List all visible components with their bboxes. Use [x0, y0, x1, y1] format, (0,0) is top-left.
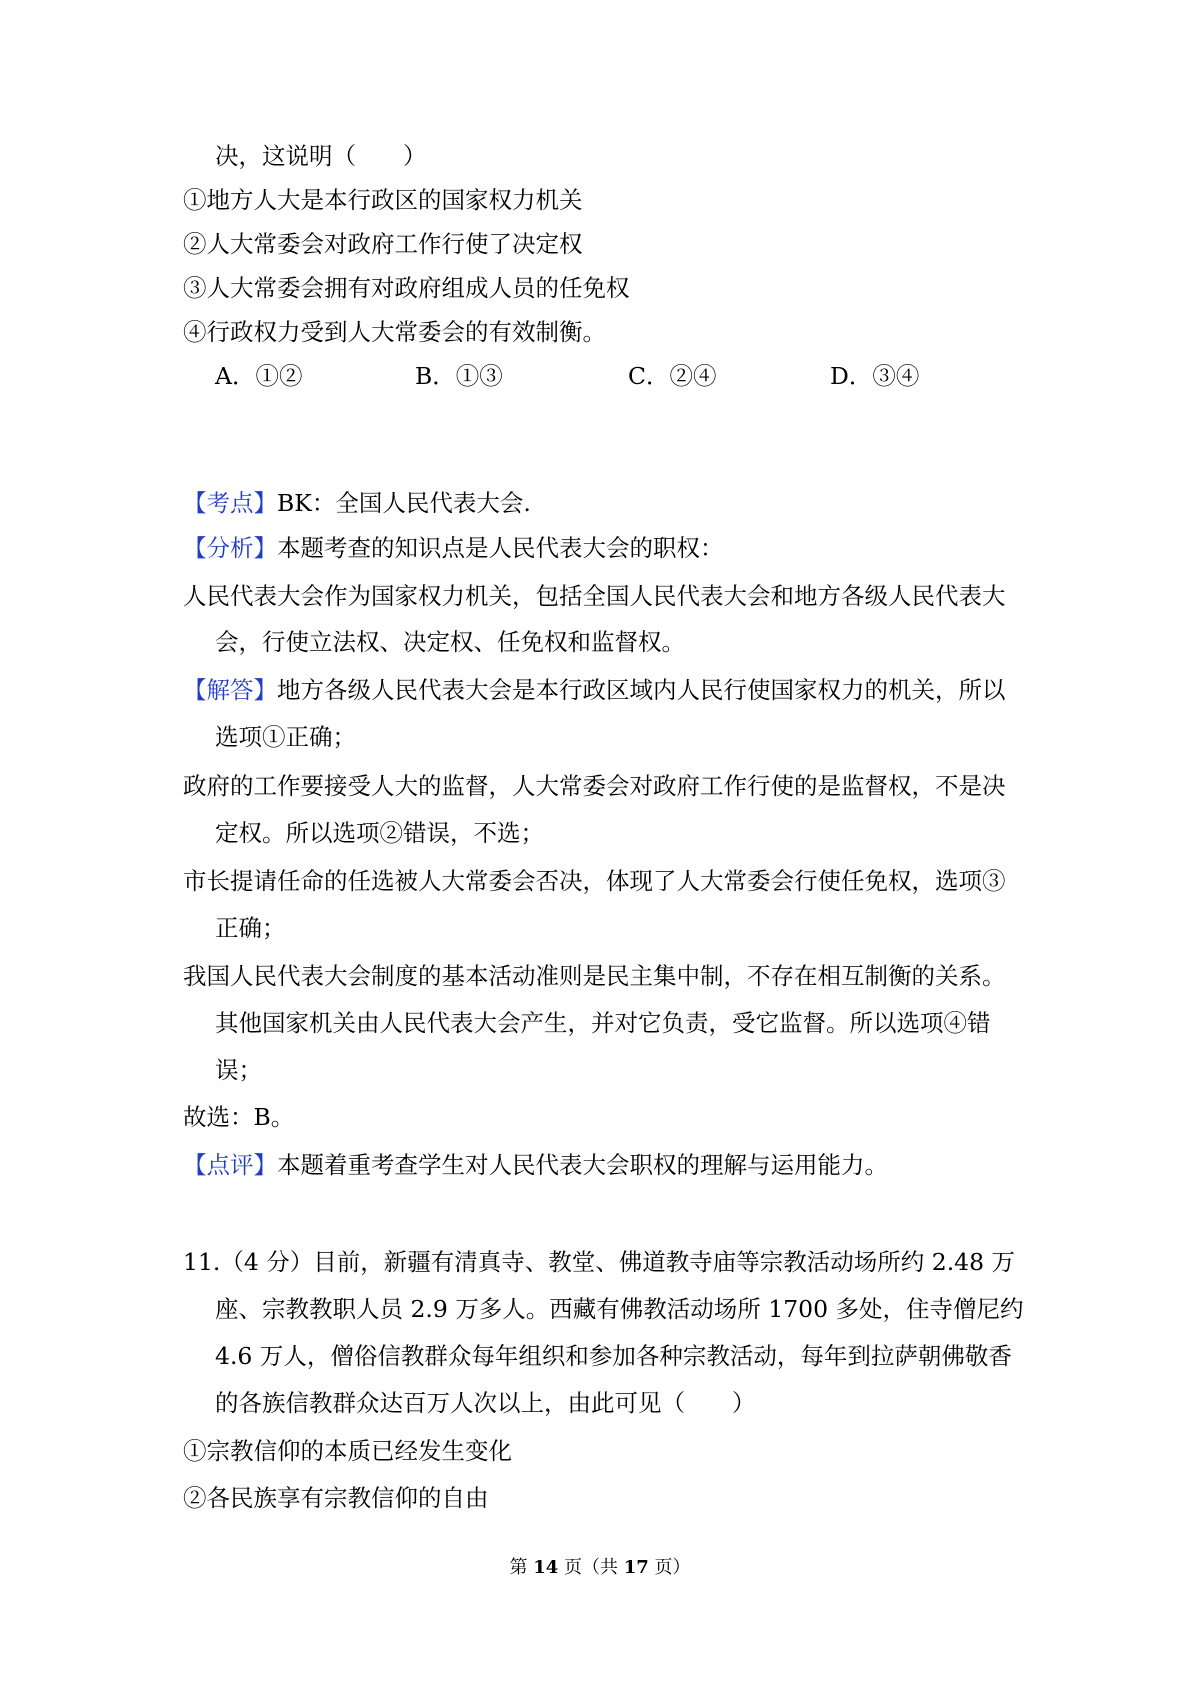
dianping-text: 本题着重考查学生对人民代表大会职权的理解与运用能力。: [277, 1151, 888, 1179]
answer-para-3-line-2: 正确；: [215, 914, 286, 942]
footer-prefix: 第: [509, 1557, 534, 1578]
jieda-text: 地方各级人民代表大会是本行政区域内人民行使国家权力的机关，所以: [277, 676, 1006, 704]
answer-para-4-line-3: 误；: [215, 1056, 262, 1084]
q10-item-2: ②人大常委会对政府工作行使了决定权: [183, 230, 583, 258]
q11-stem-line-2: 座、宗教教职人员 2.9 万多人。西藏有佛教活动场所 1700 多处，住寺僧尼约: [215, 1295, 1024, 1323]
answer-para-4-line-2: 其他国家机关由人民代表大会产生，并对它负责，受它监督。所以选项④错: [215, 1009, 991, 1037]
q10-item-4: ④行政权力受到人大常委会的有效制衡。: [183, 318, 606, 346]
fenxi-line: [183, 533, 724, 563]
dianping-tag: 【点评】: [183, 1151, 277, 1179]
answer-para-2-line-1: 政府的工作要接受人大的监督，人大常委会对政府工作行使的是监督权，不是决: [183, 772, 1006, 800]
final-answer: 故选：B。: [183, 1103, 295, 1131]
footer-total-pages: 17: [623, 1557, 649, 1578]
q11-stem-line-1: 11.（4 分）目前，新疆有清真寺、教堂、佛道教寺庙等宗教活动场所约 2.48 万: [183, 1248, 1016, 1276]
jieda-line-2: 选项①正确；: [215, 723, 356, 751]
q11-stem-line-4: 的各族信教群众达百万人次以上，由此可见（ ）: [215, 1389, 756, 1417]
kaodian-line: [183, 488, 531, 518]
fenxi-line-2: 人民代表大会作为国家权力机关，包括全国人民代表大会和地方各级人民代表大: [183, 582, 1006, 610]
fenxi-line-3: 会，行使立法权、决定权、任免权和监督权。: [215, 628, 685, 656]
q10-item-3: ③人大常委会拥有对政府组成人员的任免权: [183, 274, 630, 302]
footer-middle: 页（共: [558, 1557, 624, 1578]
footer-page-number: 14: [533, 1557, 559, 1578]
q10-option-a: A．①②: [215, 362, 303, 390]
answer-para-3-line-1: 市长提请任命的任选被人大常委会否决，体现了人大常委会行使任免权，选项③: [183, 867, 1006, 895]
page-footer: [0, 1556, 1200, 1580]
answer-para-4-line-1: 我国人民代表大会制度的基本活动准则是民主集中制，不存在相互制衡的关系。: [183, 962, 1006, 990]
q11-item-2: ②各民族享有宗教信仰的自由: [183, 1484, 489, 1512]
q10-option-c: C．②④: [628, 362, 717, 390]
footer-suffix: 页）: [648, 1557, 691, 1578]
jieda-line: [183, 675, 1006, 705]
dianping-line: [183, 1150, 888, 1180]
kaodian-tag: 【考点】: [183, 489, 277, 517]
q11-item-1: ①宗教信仰的本质已经发生变化: [183, 1437, 512, 1465]
jieda-tag: 【解答】: [183, 676, 277, 704]
q11-stem-line-3: 4.6 万人，僧俗信教群众每年组织和参加各种宗教活动，每年到拉萨朝佛敬香: [215, 1342, 1012, 1370]
fenxi-tag: 【分析】: [183, 534, 277, 562]
q10-option-d: D．③④: [830, 362, 920, 390]
q10-option-b: B．①③: [415, 362, 503, 390]
answer-para-2-line-2: 定权。所以选项②错误，不选；: [215, 819, 544, 847]
q10-stem-tail: 决，这说明（ ）: [215, 142, 427, 170]
q10-item-1: ①地方人大是本行政区的国家权力机关: [183, 186, 583, 214]
fenxi-text: 本题考查的知识点是人民代表大会的职权：: [277, 534, 724, 562]
kaodian-text: BK：全国人民代表大会.: [277, 489, 531, 517]
